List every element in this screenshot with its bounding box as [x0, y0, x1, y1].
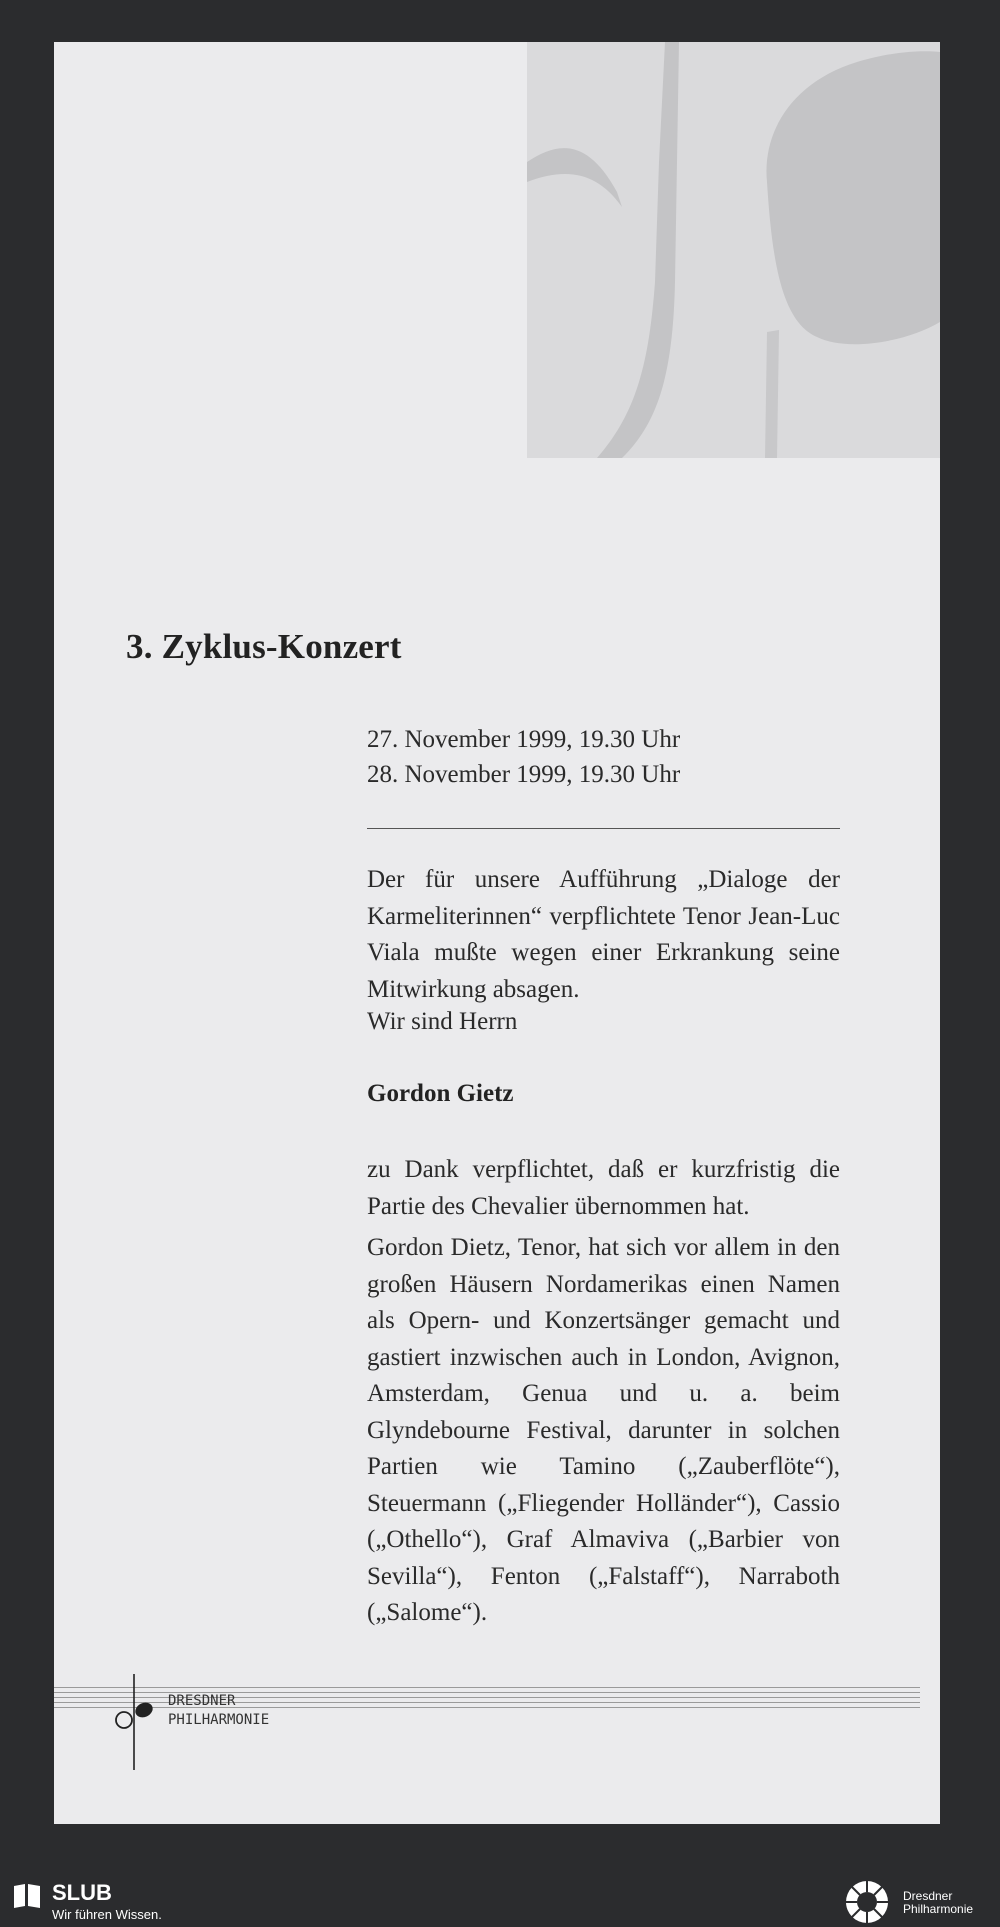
- logo-line-1: DRESDNER: [168, 1693, 236, 1709]
- divider-line: [367, 828, 840, 829]
- biography-paragraph: Gordon Dietz, Tenor, hat sich vor allem in den großen Häusern Nordamerikas einen Namen als Opern- und Konzertsänger gemacht und gastiert inzwischen auch in London, Avignon, Amsterdam, Genua und u. a. beim Glyndebourne Festival, darunter in solchen Partien wie Tamino („Zauberflöte“), Steuermann („Fliegender Holländer“), Cassio („Othello“), Graf Almaviva („Barbier von Sevilla“), Fenton („Falstaff“), Narraboth („Salome“).: [367, 1234, 840, 1626]
- performance-dates: [367, 722, 680, 792]
- singer-name: Gordon Gietz: [367, 1080, 514, 1107]
- program-sheet: [54, 42, 940, 1824]
- orchestra-logo-text: [168, 1692, 269, 1730]
- date-2: 28. November 1999, 19.30 Uhr: [367, 761, 681, 788]
- partner-line-1: Dresdner: [903, 1889, 953, 1903]
- footer-bar: [0, 1876, 1000, 1927]
- logo-line-2: PHILHARMONIE: [168, 1712, 270, 1728]
- date-1: 27. November 1999, 19.30 Uhr: [367, 726, 681, 753]
- concert-title: 3. Zyklus-Konzert: [126, 627, 402, 666]
- slub-name: SLUB: [52, 1880, 112, 1905]
- slub-tagline: Wir führen Wissen.: [52, 1907, 162, 1922]
- decorative-graphic: [527, 42, 940, 458]
- book-icon: [12, 1883, 42, 1909]
- sunburst-logo-icon: [842, 1879, 892, 1925]
- partner-name: [903, 1890, 973, 1916]
- partner-line-2: Philharmonie: [903, 1902, 974, 1916]
- announcement-paragraph: Der für unsere Aufführung „Dialoge der Karmeliterinnen“ verpflichtete Tenor Jean-Luc Viala mußte wegen einer Erkrankung seine Mitwirkung absagen.: [367, 866, 840, 1003]
- announcement-continuation: Wir sind Herrn: [367, 1008, 518, 1035]
- thanks-paragraph: zu Dank verpflichtet, daß er kurzfristig die Partie des Chevalier übernommen hat.: [367, 1156, 840, 1220]
- dresdner-philharmonie-logo-icon: [110, 1672, 160, 1772]
